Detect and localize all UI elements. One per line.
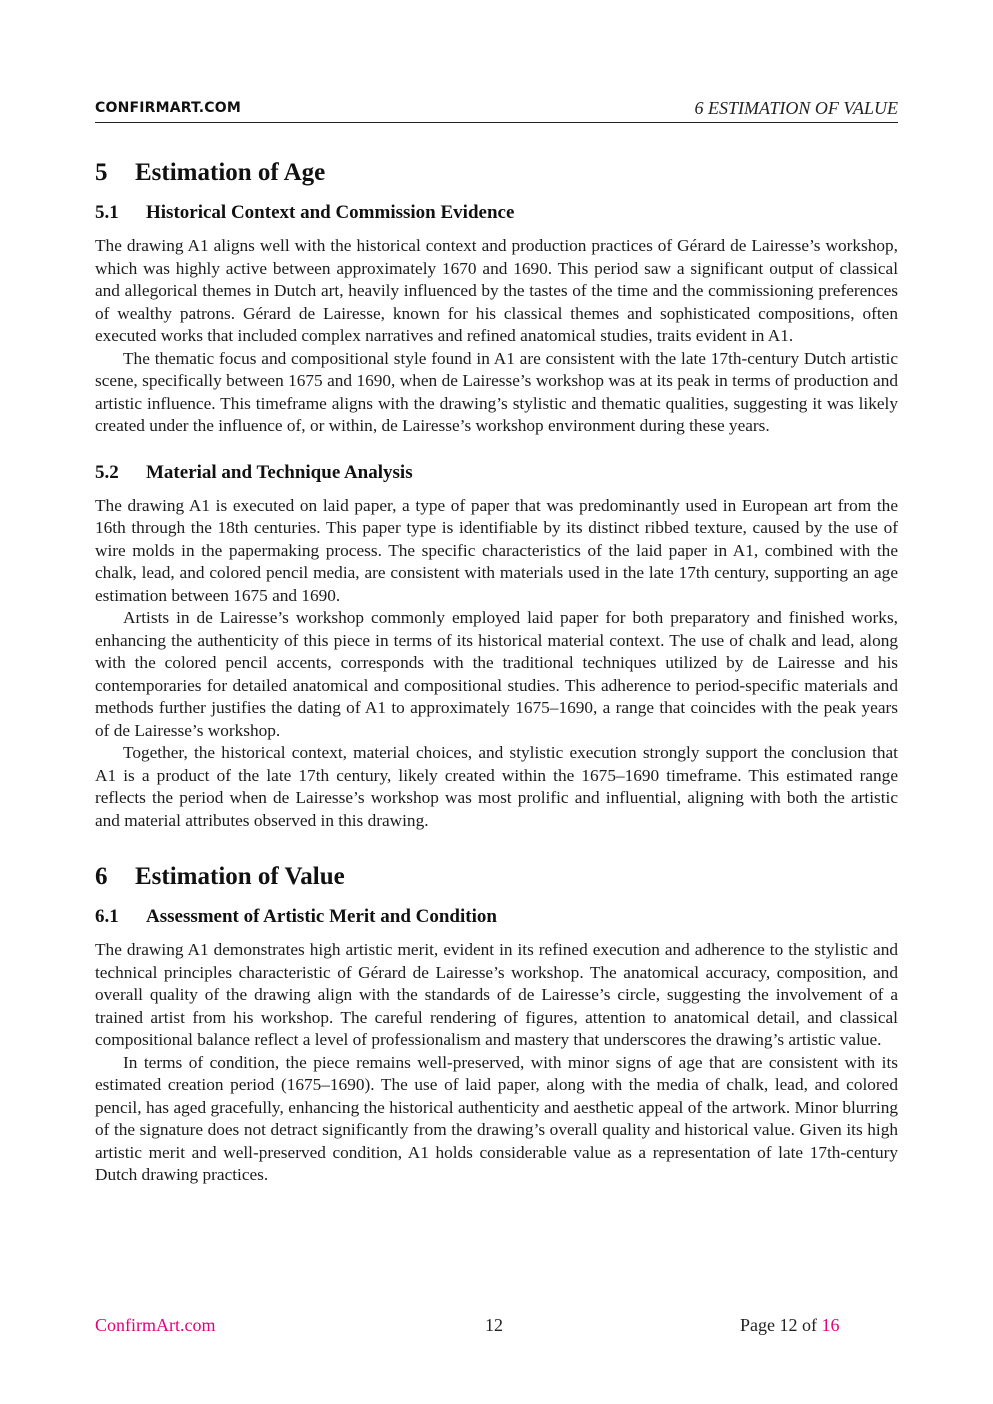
page-total-link[interactable]: 16 xyxy=(821,1315,840,1335)
paragraph: The drawing A1 demonstrates high artistic merit, evident in its refined execution and adherence to the stylistic and technical principles characteristic of Gérard de Lairesse’s workshop. The anatomical accuracy, composition, and overall quality of the drawing align with the standards of de Lairesse’s circle, suggesting the involvement of a trained artist from his workshop. The careful rendering of figures, attention to anatomical detail, and classical compositional balance reflect a level of professionalism and mastery that underscores the drawing’s artistic value. xyxy=(95,940,898,1049)
subsection-number: 5.1 xyxy=(95,202,119,223)
section-heading-6 xyxy=(95,860,898,894)
paragraph: The thematic focus and compositional style found in A1 are consistent with the late 17th-century Dutch artistic scene, specifically between 1675 and 1690, when de Lairesse’s workshop was at its peak in terms of production and artistic influence. This timeframe aligns with the drawing’s stylistic and thematic qualities, suggesting it was likely created under the influence of, or within, de Lairesse’s workshop environment during these years. xyxy=(95,348,898,435)
subsection-title: Material and Technique Analysis xyxy=(146,461,413,483)
subsection-heading-5-2 xyxy=(95,460,898,486)
paragraph: The drawing A1 is executed on laid paper, a type of paper that was predominantly used in European art from the 16th through the 18th centuries. This paper type is identifiable by its distinct ribbed texture, caused by the use of wire molds in the papermaking process. The specific characteristics of the laid paper in A1, combined with the chalk, lead, and colored pencil media, are consistent with materials used in the late 17th century, supporting an age estimation between 1675 and 1690. xyxy=(95,495,898,605)
section-heading-5 xyxy=(95,156,898,190)
subsection-heading-6-1 xyxy=(95,904,898,930)
running-head: 6 ESTIMATION OF VALUE xyxy=(694,98,898,118)
page-footer xyxy=(95,1315,898,1339)
paragraph: The drawing A1 aligns well with the historical context and production practices of Gérard de Lairesse’s workshop, which was highly active between approximately 1670 and 1690. This period saw a significant output of classical and allegorical themes in Dutch art, heavily influenced by the tastes of the time and the commissioning preferences of wealthy patrons. Gérard de Lairesse, known for his classical themes and sophisticated compositions, often executed works that included complex narratives and refined anatomical studies, traits evident in A1. xyxy=(95,236,898,345)
subsection-number: 5.2 xyxy=(95,461,119,483)
subsection-heading-5-1 xyxy=(95,200,898,226)
document-body xyxy=(95,156,898,1187)
paragraph: In terms of condition, the piece remains well-preserved, with minor signs of age that are consistent with its estimated creation period (1675–1690). The use of laid paper, along with the media of chalk, lead, and colored pencil, has aged gracefully, enhancing the historical authenticity and aesthetic appeal of the artwork. Minor blurring of the signature does not detract significantly from the drawing’s overall quality and historical value. Given its high artistic merit and well-preserved condition, A1 holds considerable value as a representation of late 17th-century Dutch drawing practices. xyxy=(95,1052,898,1184)
footer-page-of xyxy=(740,1315,839,1336)
page-header xyxy=(95,98,898,123)
section-number: 5 xyxy=(95,159,108,186)
subsection-title: Assessment of Artistic Merit and Condition xyxy=(146,906,497,927)
paragraph: Artists in de Lairesse’s workshop commonly employed laid paper for both preparatory and finished works, enhancing the authenticity of this piece in terms of its historical material context. The use of chalk and lead, along with the colored pencil accents, corresponds with the traditional techniques utilized by de Lairesse and his contemporaries for detailed anatomical and compositional studies. This adherence to period-specific materials and methods further justifies the dating of A1 to approximately 1675–1690, a range that coincides with the peak years of de Lairesse’s workshop. xyxy=(95,608,898,740)
paragraph: Together, the historical context, material choices, and stylistic execution strongly support the conclusion that A1 is a product of the late 17th century, likely created within the 1675–1690 timeframe. This estimated range reflects the period when de Lairesse’s workshop was most prolific and influential, aligning with both the artistic and material attributes observed in this drawing. xyxy=(95,743,898,830)
subsection-number: 6.1 xyxy=(95,906,119,927)
section-title: Estimation of Age xyxy=(135,159,326,186)
section-number: 6 xyxy=(95,863,108,890)
footer-site-link[interactable]: ConfirmArt.com xyxy=(95,1315,216,1335)
section-title: Estimation of Value xyxy=(135,863,345,890)
footer-page-number: 12 xyxy=(485,1315,503,1335)
confirmart-logo: CONFIRMART.COM xyxy=(95,100,242,116)
page-of-label: Page 12 of xyxy=(740,1315,822,1335)
subsection-title: Historical Context and Commission Evidence xyxy=(146,202,515,223)
